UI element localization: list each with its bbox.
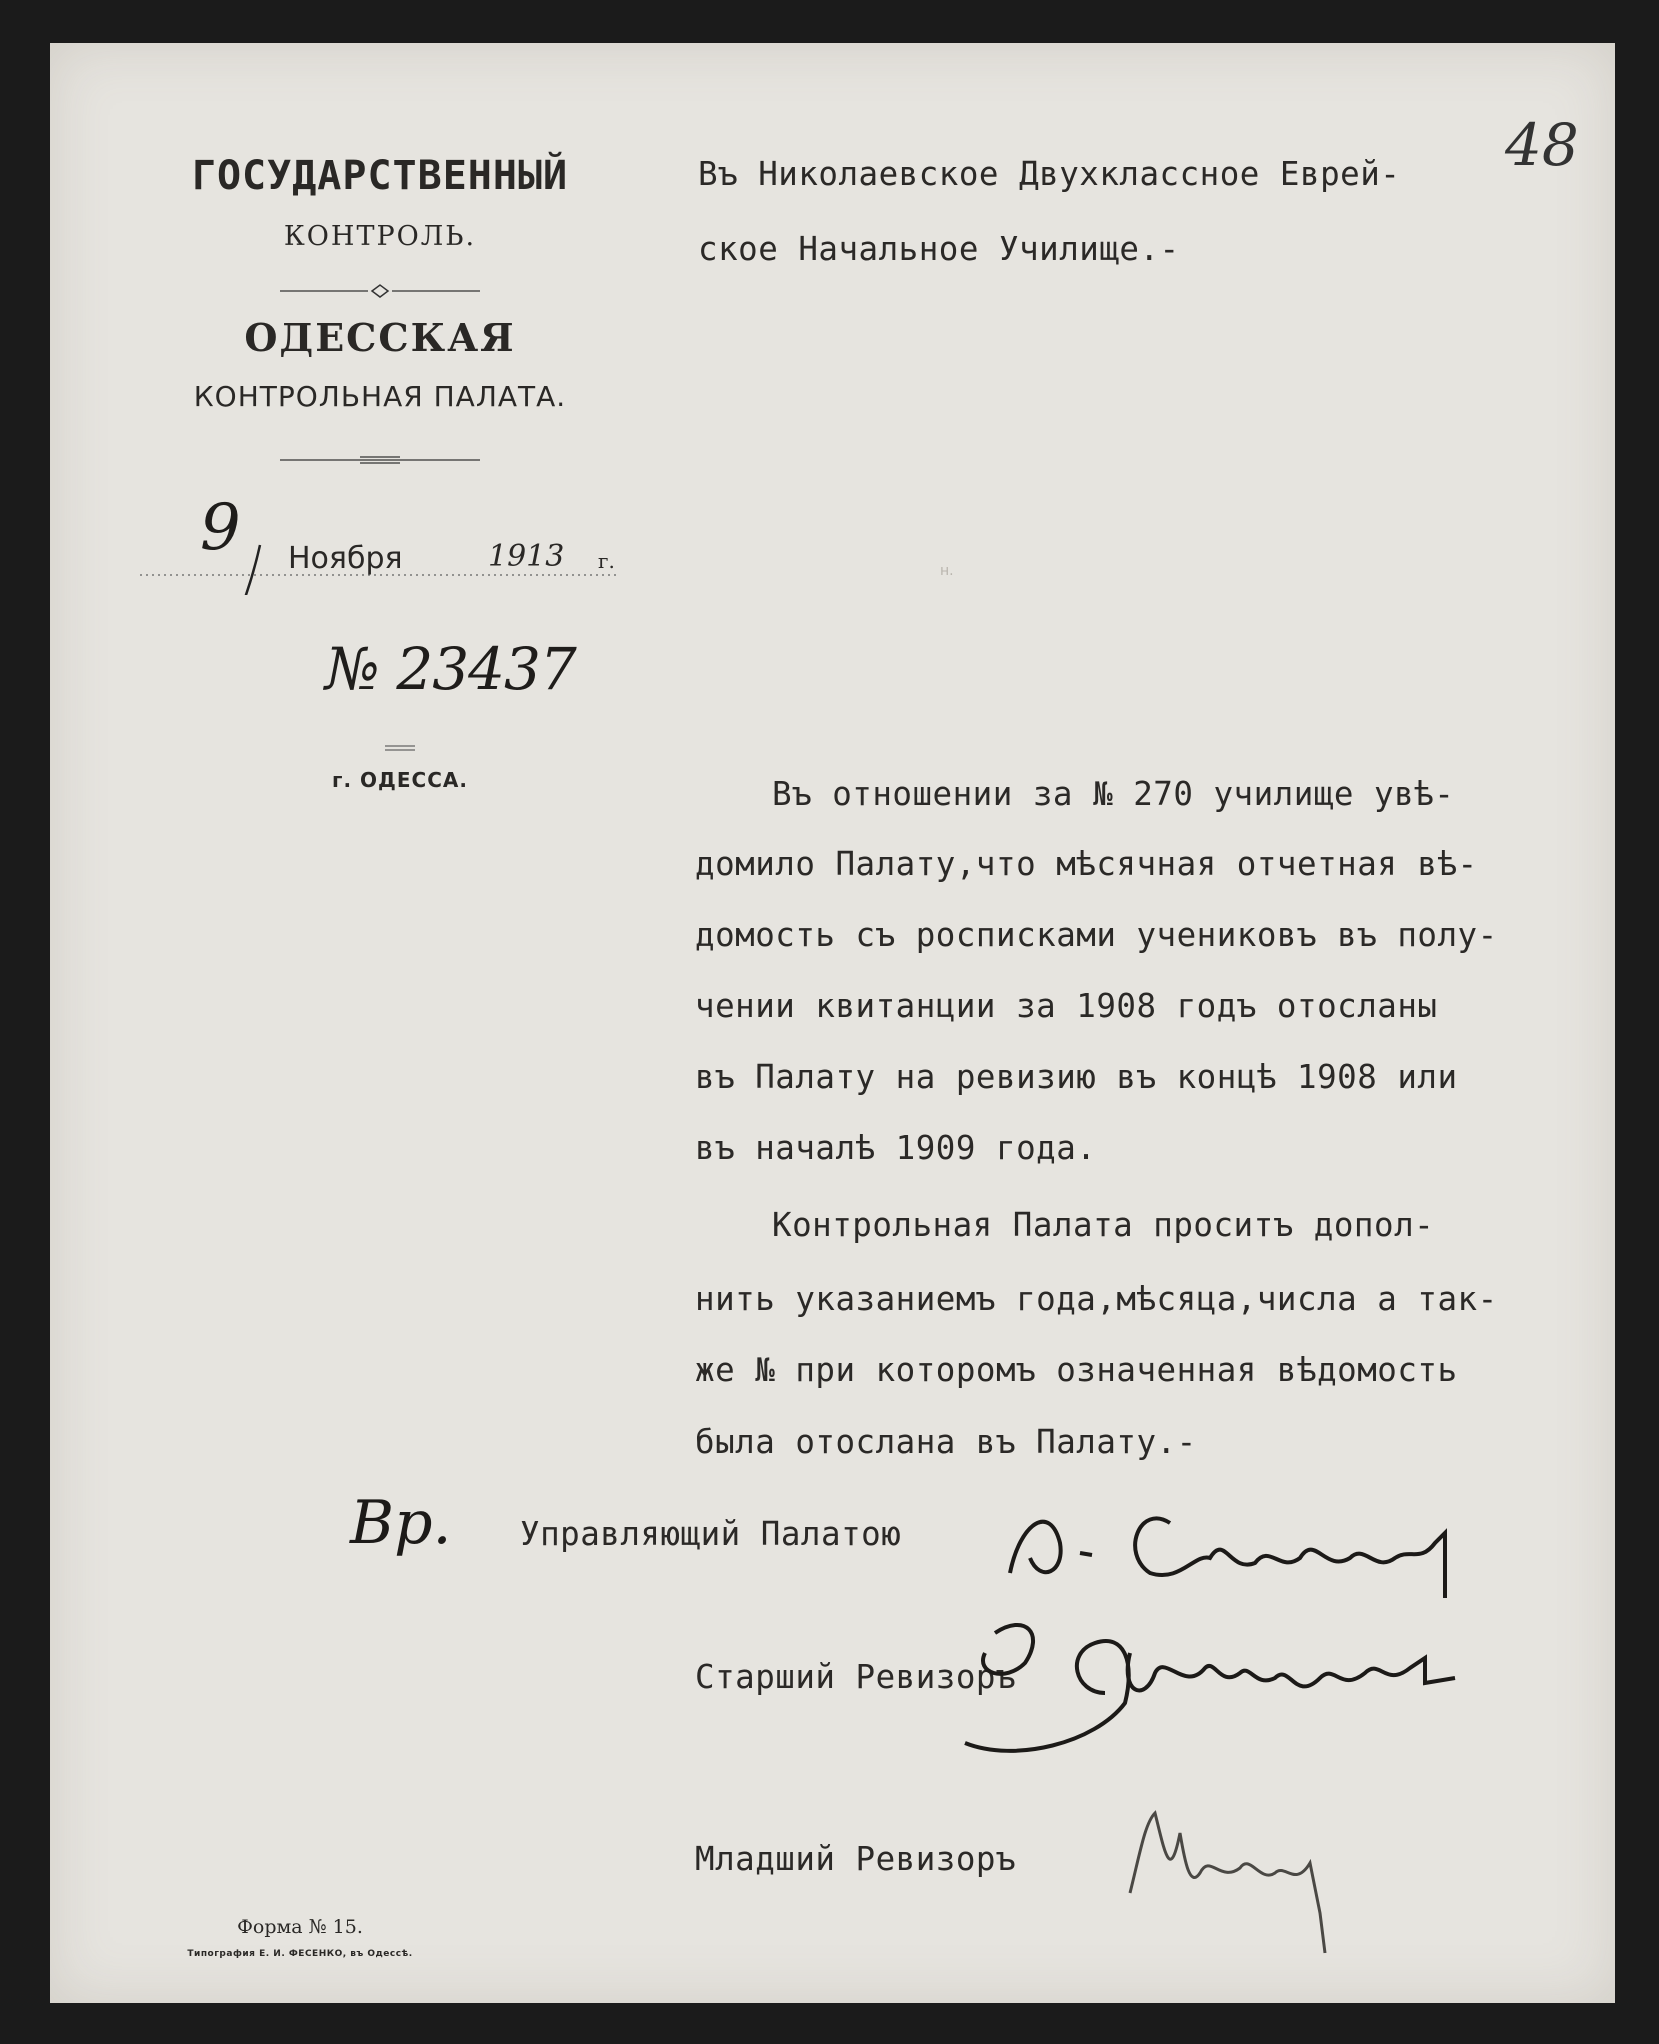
body-line-3: домость съ росписками учениковъ въ полу- — [695, 916, 1498, 954]
manager-label: Управляющий Палатою — [520, 1515, 902, 1553]
form-number: Форма № 15. — [237, 1916, 363, 1938]
manager-prefix-handwritten: Вр. — [350, 1488, 452, 1558]
document-page — [50, 43, 1615, 2003]
faint-mark: н. — [940, 563, 954, 579]
body-line-7: Контрольная Палата проситъ допол- — [772, 1206, 1435, 1244]
body-line-9: же № при которомъ означенная вѣдомость — [695, 1351, 1458, 1389]
printer-imprint: Типография Е. И. ФЕСЕНКО, въ Одессѣ. — [187, 1949, 413, 1959]
junior-auditor-label: Младший Ревизоръ — [695, 1840, 1017, 1878]
body-line-4: чении квитанции за 1908 годъ отосланы — [695, 987, 1438, 1025]
ornament-divider — [280, 281, 480, 301]
ornament-small — [385, 743, 415, 753]
folio-number: 48 — [1505, 111, 1579, 179]
senior-auditor-label: Старший Ревизоръ — [695, 1658, 1017, 1696]
address-line-2: ское Начальное Училище.- — [698, 230, 1180, 268]
letterhead-chamber: КОНТРОЛЬНАЯ ПАЛАТА. — [193, 380, 567, 413]
date-day-handwritten: 9 — [200, 491, 241, 565]
date-suffix: г. — [598, 549, 615, 573]
ornament-divider-2 — [280, 453, 480, 467]
body-line-2: домило Палату,что мѣсячная отчетная вѣ- — [695, 845, 1478, 883]
document-number-handwritten: № 23437 — [325, 635, 576, 703]
letterhead-city-name: ОДЕССКАЯ — [244, 315, 516, 360]
letterhead-location: г. ОДЕССА. — [332, 768, 468, 792]
senior-auditor-signature — [955, 1593, 1555, 1783]
body-line-5: въ Палату на ревизию въ концѣ 1908 или — [695, 1058, 1458, 1096]
body-line-1: Въ отношении за № 270 училище увѣ- — [772, 775, 1455, 813]
junior-auditor-signature — [1110, 1793, 1410, 1963]
body-line-8: нить указаниемъ года,мѣсяца,числа а так- — [695, 1280, 1498, 1318]
date-year: 1913 — [488, 539, 565, 574]
letterhead-subtitle: КОНТРОЛЬ. — [283, 221, 477, 252]
address-line-1: Въ Николаевское Двухклассное Еврей- — [698, 155, 1401, 193]
body-line-6: въ началѣ 1909 года. — [695, 1129, 1097, 1167]
letterhead-title: ГОСУДАРСТВЕННЫЙ — [191, 153, 569, 199]
manager-signature — [980, 1463, 1500, 1613]
body-line-10: была отослана въ Палату.- — [695, 1423, 1197, 1461]
date-month: Ноября — [288, 541, 403, 576]
